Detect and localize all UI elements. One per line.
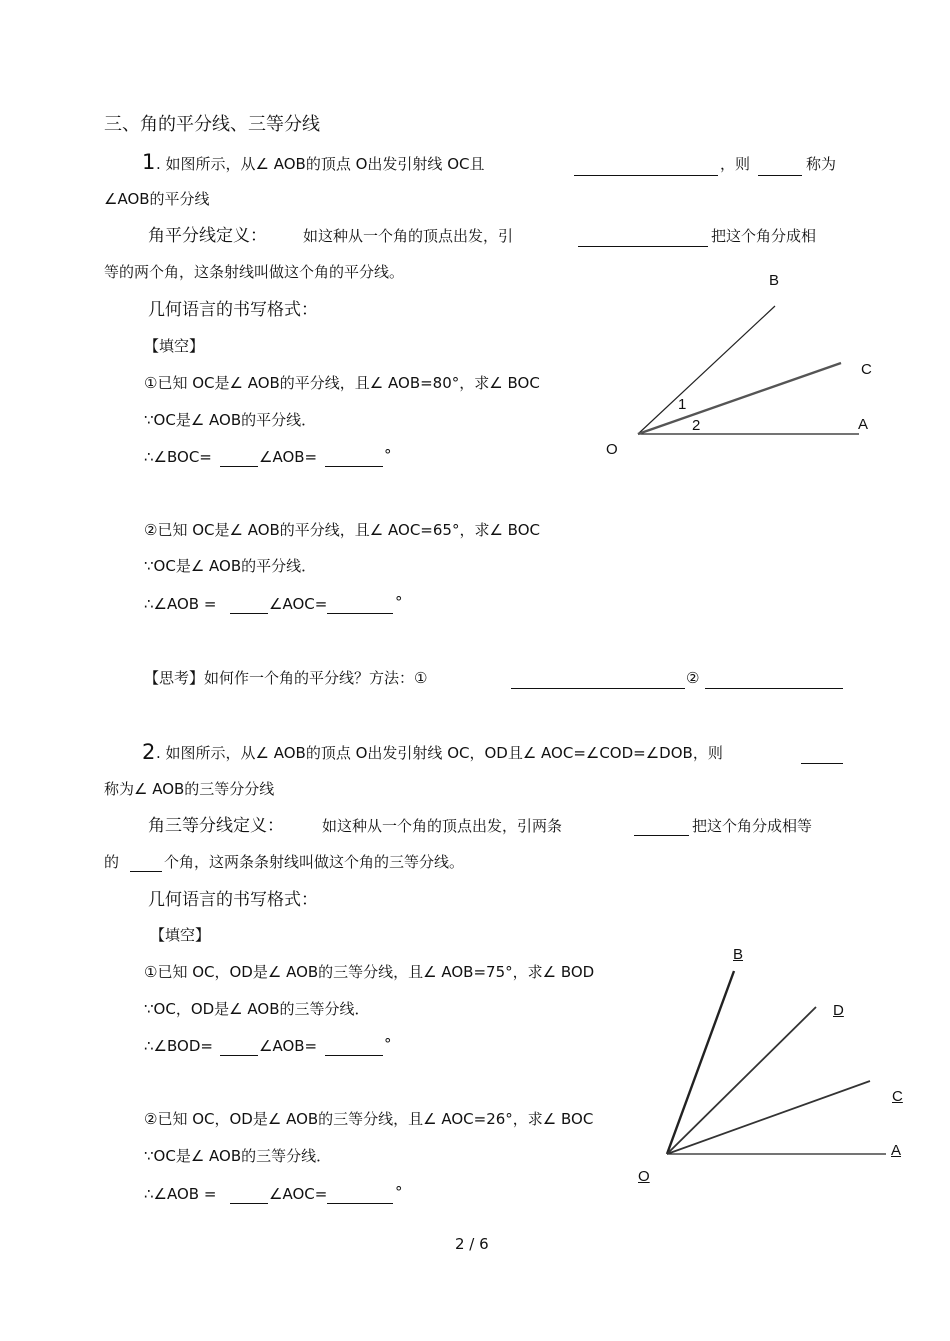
question-1-intro: . 如图所示，从∠ AOB的顶点 O出发引射线 OC且 [156, 155, 485, 173]
trisector-definition-after: 把这个角分成相等 [692, 817, 813, 835]
bisector-definition-label: 角平分线定义： [148, 226, 267, 246]
p1-q1-line1: ①已知 OC是∠ AOB的平分线，且∠ AOB=80°，求∠ BOC [144, 374, 540, 392]
ray-od-2 [667, 1007, 816, 1154]
p2-q1-line3-start: ∴∠BOD= [144, 1037, 213, 1055]
fig2-label-c: C [892, 1088, 903, 1105]
fig2-label-b: B [733, 946, 744, 963]
p1-q1-line3-start: ∴∠BOC= [144, 448, 212, 466]
page-number: 2 / 6 [455, 1235, 489, 1253]
question-2-intro: . 如图所示，从∠ AOB的顶点 O出发引射线 OC，OD且∠ AOC=∠COD=∠DOB，则 [156, 744, 723, 762]
format-title-2: 几何语言的书写格式： [148, 890, 318, 910]
question-1-number: 1 [142, 150, 156, 174]
p2-q2-line2: ∵OC是∠ AOB的三等分线． [144, 1147, 332, 1165]
fig2-label-o: O [638, 1168, 650, 1185]
p2-q1-line2: ∵OC，OD是∠ AOB的三等分线． [144, 1000, 370, 1018]
p1-q2-line1: ②已知 OC是∠ AOB的平分线，且∠ AOC=65°，求∠ BOC [144, 521, 540, 539]
trisector-definition-line2: 个角，这两条条射线叫做这个角的三等分线。 [164, 853, 465, 871]
p2-q2-line1: ②已知 OC，OD是∠ AOB的三等分线，且∠ AOC=26°，求∠ BOC [144, 1110, 594, 1128]
fig1-label-angle-2: 2 [692, 417, 701, 434]
fig1-label-c: C [861, 361, 872, 378]
p2-q1-degree: ° [384, 1035, 392, 1053]
p2-q1-line1: ①已知 OC，OD是∠ AOB的三等分线，且∠ AOB=75°，求∠ BOD [144, 963, 595, 981]
p2-q2-degree: ° [395, 1183, 403, 1201]
fig1-label-angle-1: 1 [678, 396, 687, 413]
think-mark-2: ② [686, 669, 700, 687]
fig1-label-o: O [606, 441, 618, 458]
p1-q2-line3-start: ∴∠AOB = [144, 595, 217, 613]
question-1-intro-line2: ∠AOB的平分线 [104, 190, 210, 208]
trisector-definition-text: 如这种从一个角的顶点出发，引两条 [322, 817, 563, 835]
trisector-definition-line2-start: 的 [104, 853, 120, 871]
ray-oc-2 [667, 1081, 870, 1154]
fill-label-2: 【填空】 [150, 926, 211, 944]
p2-q2-line3-mid: ∠AOC= [269, 1185, 328, 1203]
p2-q2-line3-start: ∴∠AOB = [144, 1185, 217, 1203]
bisector-definition-after: 把这个角分成相 [711, 227, 817, 245]
question-2-intro-line2: 称为∠ AOB的三等分分线 [104, 780, 275, 798]
p2-q1-line3-mid: ∠AOB= [259, 1037, 318, 1055]
fig1-label-b: B [769, 272, 780, 289]
p1-q1-degree: ° [384, 446, 392, 464]
trisector-definition-label: 角三等分线定义： [148, 816, 284, 836]
bisector-definition-text: 如这种从一个角的顶点出发，引 [303, 227, 514, 245]
section-title: 三、角的平分线、三等分线 [104, 114, 320, 135]
question-1-intro-called: 称为 [806, 155, 837, 173]
question-2-number: 2 [142, 740, 156, 764]
p1-q1-line3-mid: ∠AOB= [259, 448, 318, 466]
think-text: 【思考】如何作一个角的平分线？方法：① [144, 669, 428, 687]
p1-q2-line3-mid: ∠AOC= [269, 595, 328, 613]
ray-ob-2 [667, 971, 734, 1154]
fill-label-1: 【填空】 [144, 337, 205, 355]
format-title-1: 几何语言的书写格式： [148, 300, 318, 320]
p1-q2-degree: ° [395, 593, 403, 611]
fig2-label-d: D [833, 1002, 844, 1019]
fig2-label-a: A [891, 1142, 902, 1159]
bisector-definition-line2: 等的两个角，这条射线叫做这个角的平分线。 [104, 263, 405, 281]
p1-q2-line2: ∵OC是∠ AOB的平分线． [144, 557, 317, 575]
p1-q1-line2: ∵OC是∠ AOB的平分线． [144, 411, 317, 429]
fig1-label-a: A [858, 416, 869, 433]
question-1-intro-then: ，则 [720, 155, 751, 173]
